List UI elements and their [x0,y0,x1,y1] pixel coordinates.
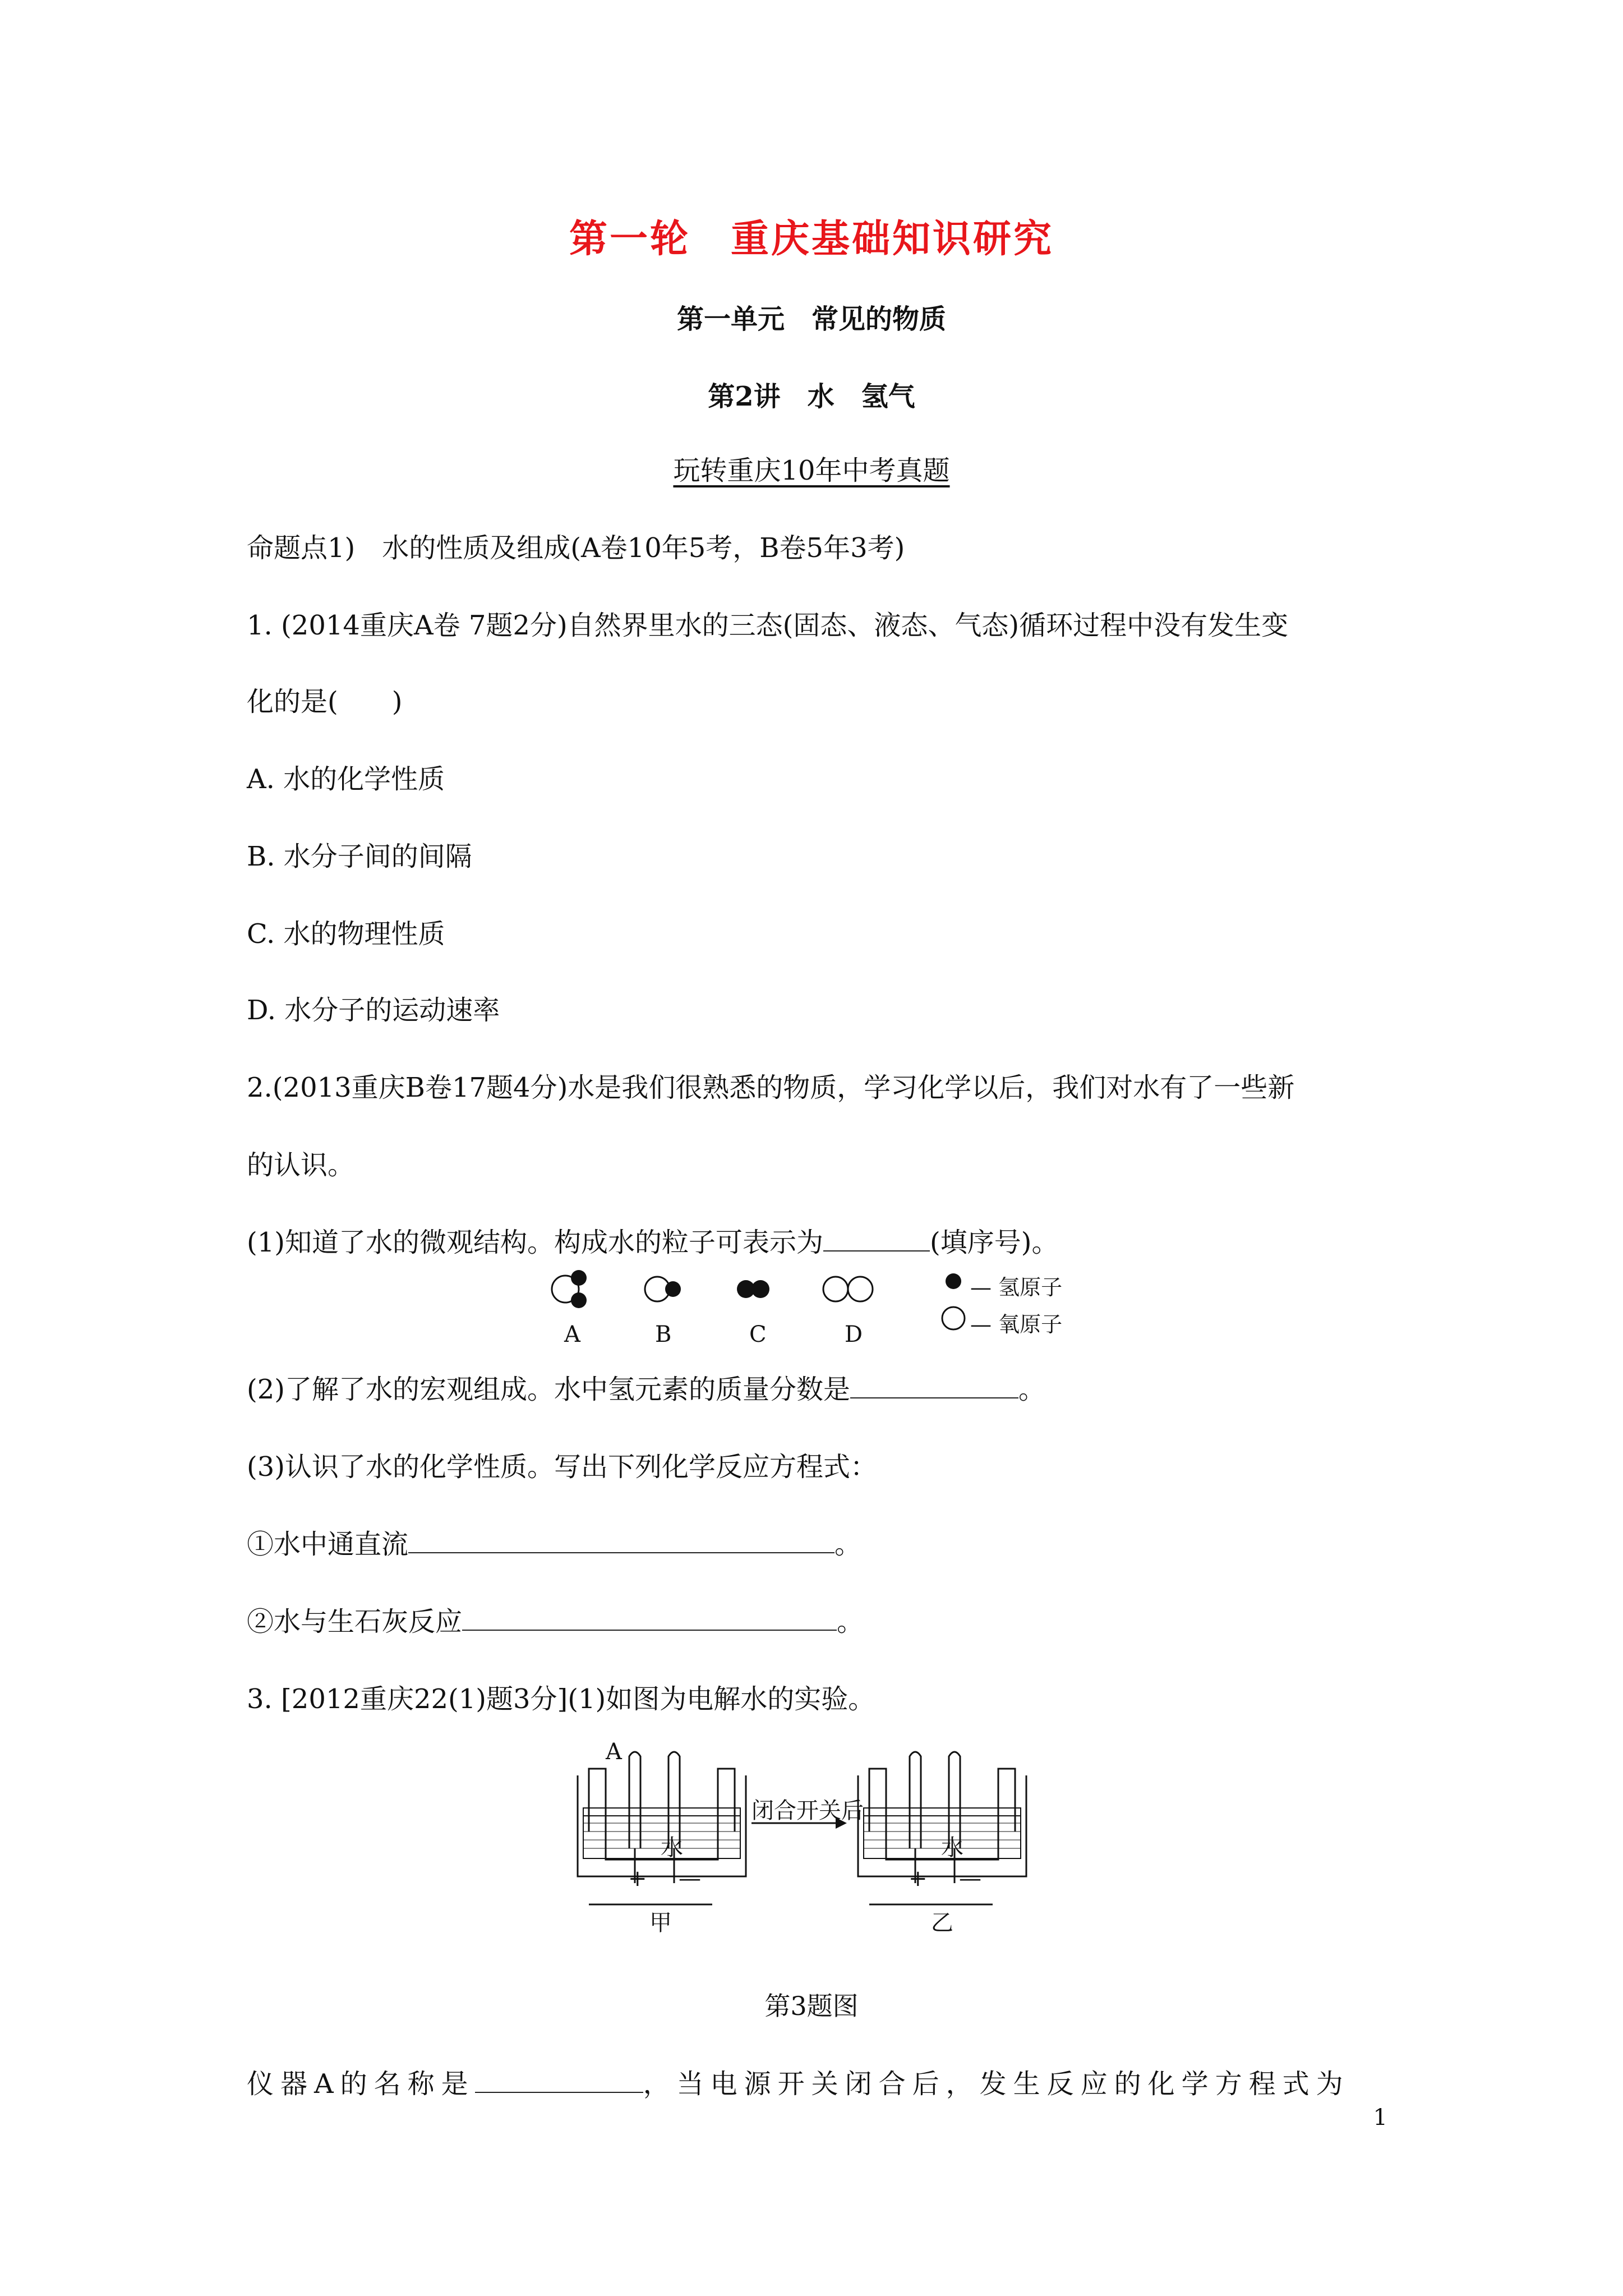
molecule-label-b: B [655,1322,672,1347]
water-label-left: 水 [661,1835,683,1861]
apparatus-left [578,1752,746,1904]
q2-part3: (3)认识了水的化学性质。写出下列化学反应方程式： [247,1451,877,1483]
molecule-label-a: A [564,1322,580,1347]
molecule-d [823,1277,873,1301]
q2-part2-post: 。 [1018,1374,1046,1405]
q2-part3a-pre: ①水中通直流 [247,1529,409,1560]
q2-stem-2: 的认识。 [247,1149,355,1181]
oxygen-legend-icon [942,1307,965,1329]
battery-plus-right: + [909,1866,928,1892]
page-number: 1 [1373,2105,1387,2131]
legend-oxygen: — 氧原子 [970,1312,1063,1337]
q3-answer-pre: 仪器A的名称是 [247,2068,475,2100]
molecule-label-c: C [749,1322,767,1347]
unit-title: 第一单元 常见的物质 [676,303,946,335]
section-title [0,449,1623,487]
q2-stem-1: 2.(2013重庆B卷17题4分)水是我们很熟悉的物质，学习化学以后，我们对水有了一些新 [247,1072,1295,1103]
q3-answer-post: ，当电源开关闭合后，发生反应的化学方程式为 [643,2068,1350,2100]
q1-option-b: B. 水分子间的间隔 [247,841,472,872]
molecule-a [552,1270,587,1308]
caption-jia: 甲 [649,1910,672,1936]
electrolysis-figure [566,1742,1071,1932]
molecule-label-d: D [845,1322,863,1347]
q1-option-d: D. 水分子的运动速率 [247,995,500,1026]
caption-yi: 乙 [931,1910,953,1936]
section-title-text: 玩转重庆10年中考真题 [673,455,950,486]
q3-answer-blank[interactable] [475,2069,643,2093]
battery-minus-right: — [959,1866,981,1892]
legend-hydrogen: — 氢原子 [970,1275,1063,1300]
battery-plus-left: + [628,1866,647,1892]
q2-part2-blank[interactable] [850,1375,1018,1398]
battery-minus-left: — [679,1866,701,1892]
q2-part3a-post: 。 [834,1529,862,1560]
q3-stem: 3. [2012重庆22(1)题3分](1)如图为电解水的实验。 [247,1683,875,1715]
arrow-text: 闭合开关后 [751,1798,864,1824]
hydrogen-legend-icon [946,1273,961,1289]
q2-part1-post: (填序号)。 [930,1227,1059,1258]
q2-part3b-pre: ②水与生石灰反应 [247,1606,463,1637]
q2-part1 [247,1221,1058,1259]
q2-part3b [247,1600,864,1639]
q2-part3a-blank[interactable] [408,1530,834,1553]
topic-label: 命题点1) 水的性质及组成(A卷10年5考，B卷5年3考) [247,532,905,564]
q1-stem-1: 1. (2014重庆A卷 7题2分)自然界里水的三态(固态、液态、气态)循环过程中没有发生变 [247,610,1289,641]
molecule-b [645,1277,681,1301]
round-title: 第一轮 重庆基础知识研究 [569,217,1054,261]
q2-part3b-post: 。 [837,1606,864,1637]
q2-part3a [247,1522,861,1561]
q2-part1-blank[interactable] [823,1228,930,1251]
q2-part2 [247,1368,1045,1406]
label-instrument-a: A [606,1739,622,1765]
q1-stem-2: 化的是( ) [247,686,403,717]
lesson-title: 第2讲 水 氢气 [708,381,915,412]
q2-part1-pre: (1)知道了水的微观结构。构成水的粒子可表示为 [247,1227,823,1258]
molecule-c [737,1280,769,1298]
q1-option-a: A. 水的化学性质 [247,763,445,795]
apparatus-right [858,1752,1026,1904]
q2-part3b-blank[interactable] [462,1607,837,1631]
q1-option-c: C. 水的物理性质 [247,918,445,950]
water-label-right: 水 [941,1835,963,1861]
q2-part2-pre: (2)了解了水的宏观组成。水中氢元素的质量分数是 [247,1374,850,1405]
q3-answer-line [247,2062,1350,2101]
figure-caption: 第3题图 [764,1991,859,2021]
